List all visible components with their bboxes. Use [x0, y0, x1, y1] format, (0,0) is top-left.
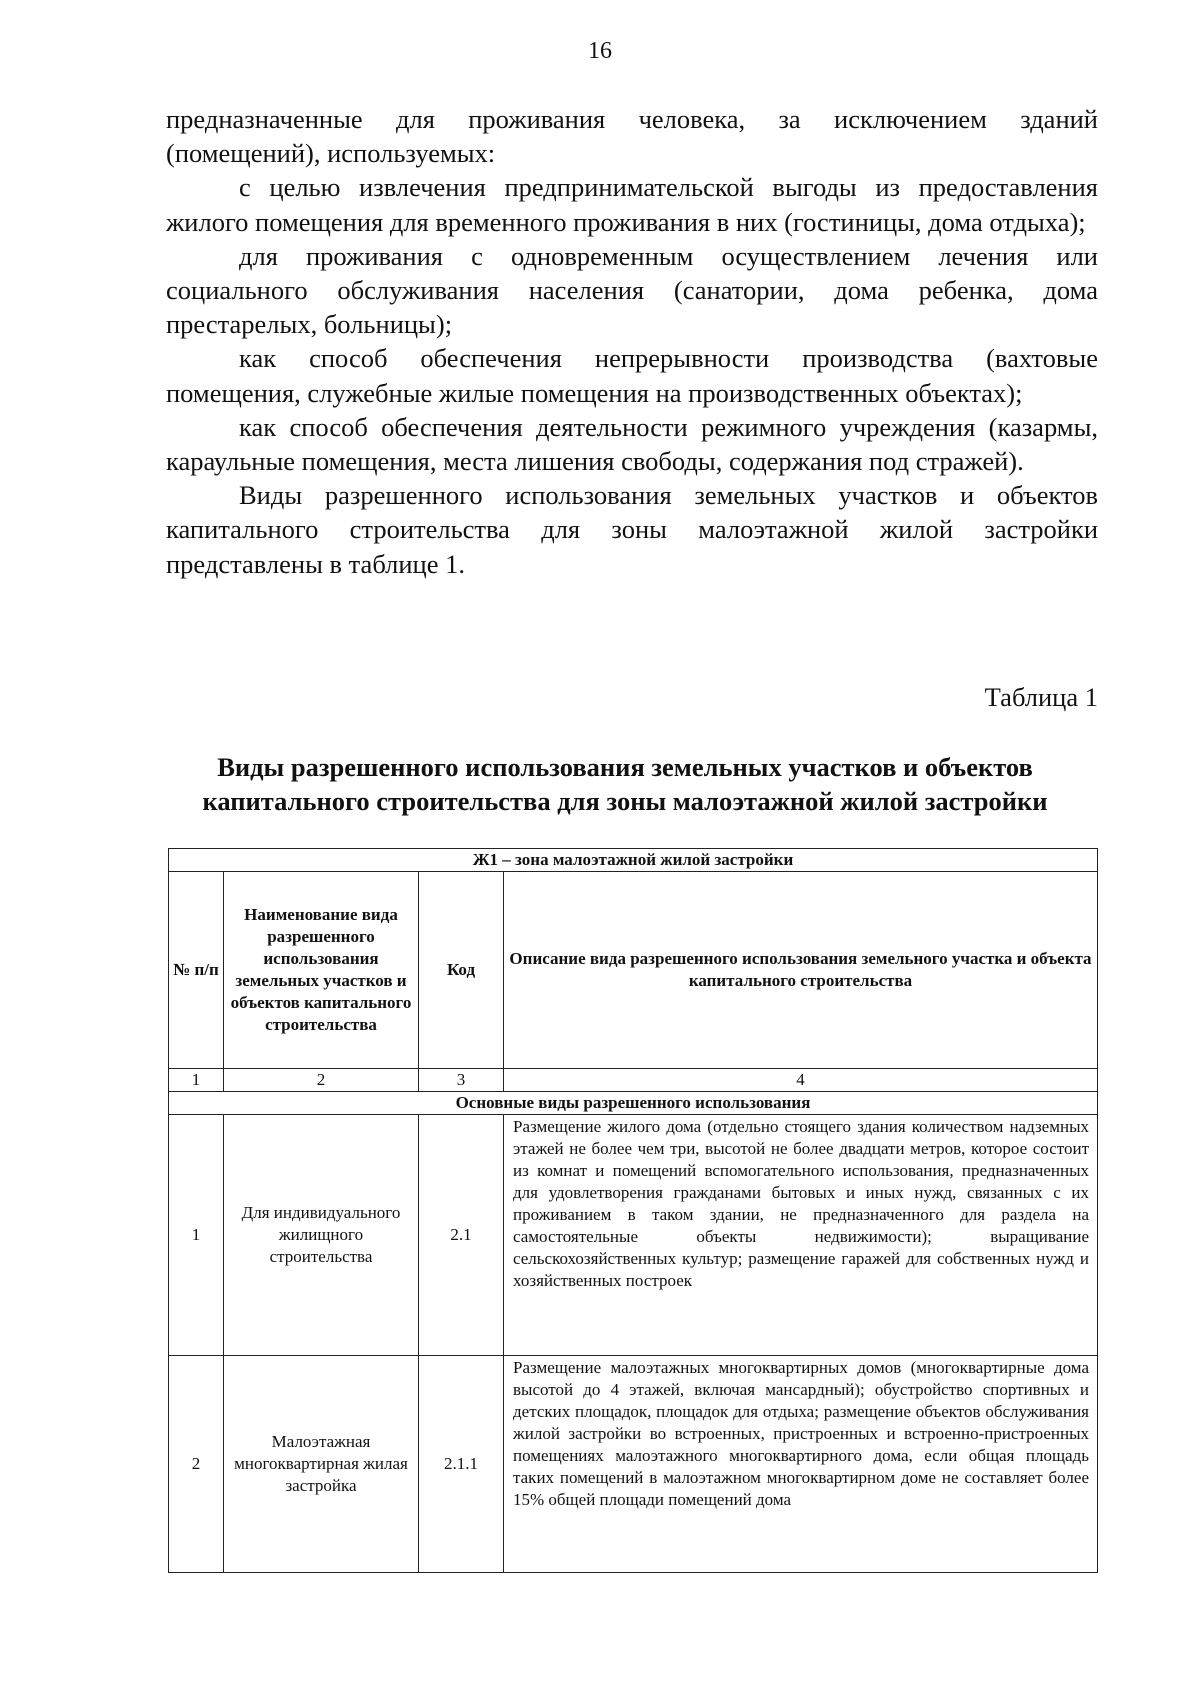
row-num: 2 [169, 1356, 224, 1573]
column-number-row [169, 1069, 1098, 1092]
column-number: 2 [224, 1069, 419, 1092]
paragraph: как способ обеспечения деятельности режимного учреждения (казармы, караульные помещения, места лишения свободы, содержания под стражей). [166, 411, 1098, 477]
column-header-num: № п/п [169, 872, 224, 1069]
table-title-line: капитального строительства для зоны малоэтажной жилой застройки [202, 786, 1048, 816]
row-code: 2.1.1 [419, 1356, 504, 1573]
body-text [166, 102, 1098, 581]
table-label: Таблица 1 [984, 682, 1098, 712]
table-row [169, 1115, 1098, 1356]
column-header-name: Наименование вида разрешенного использования земельных участков и объектов капитального строительства [224, 872, 419, 1069]
section-header: Основные виды разрешенного использования [169, 1092, 1098, 1115]
zone-header: Ж1 – зона малоэтажной жилой застройки [169, 849, 1098, 872]
column-header-description: Описание вида разрешенного использования земельного участка и объекта капитального строительства [504, 872, 1098, 1069]
column-header-row [169, 872, 1098, 1069]
row-description: Размещение малоэтажных многоквартирных домов (многоквартирные дома высотой до 4 этажей, включая мансардный); обустройство спортивных и детских площадок, площадок для отдыха; размещение объектов обслуживания жилой застройки во встроенных, пристроенных и встроенно-пристроенных помещениях малоэтажного многоквартирного дома, если общая площадь таких помещений в малоэтажном многоквартирном доме не составляет более 15% общей площади помещений дома [504, 1356, 1098, 1573]
paragraph: как способ обеспечения непрерывности производства (вахтовые помещения, служебные жилые помещения на производственных объектах); [166, 343, 1098, 408]
column-number: 3 [419, 1069, 504, 1092]
section-header-row [169, 1092, 1098, 1115]
row-code: 2.1 [419, 1115, 504, 1356]
paragraph: Виды разрешенного использования земельных участков и объектов капитального строительства для зоны малоэтажной жилой застройки представлены в таблице 1. [166, 480, 1098, 579]
row-name: Малоэтажная многоквартирная жилая застройка [224, 1356, 419, 1573]
row-description: Размещение жилого дома (отдельно стоящего здания количеством надземных этажей не более чем три, высотой не более двадцати метров, которое состоит из комнат и помещений вспомогательного использования, предназначенных для удовлетворения гражданами бытовых и иных нужд, связанных с их проживанием в таком здании, не предназначенного для раздела на самостоятельные объекты недвижимости); выращивание сельскохозяйственных культур; размещение гаражей для собственных нужд и хозяйственных построек [504, 1115, 1098, 1356]
row-name: Для индивидуального жилищного строительства [224, 1115, 419, 1356]
zone-header-row [169, 849, 1098, 872]
table-row [169, 1356, 1098, 1573]
table-title [150, 750, 1100, 818]
column-number: 4 [504, 1069, 1098, 1092]
table-title-line: Виды разрешенного использования земельных участков и объектов [217, 752, 1033, 782]
land-use-table [168, 848, 1098, 1573]
column-number: 1 [169, 1069, 224, 1092]
row-num: 1 [169, 1115, 224, 1356]
paragraph: предназначенные для проживания человека, за исключением зданий (помещений), используемых: [166, 104, 1098, 169]
page-number: 16 [588, 38, 612, 64]
paragraph: с целью извлечения предпринимательской выгоды из предоставления жилого помещения для временного проживания в них (гостиницы, дома отдыха); [166, 172, 1098, 237]
column-header-code: Код [419, 872, 504, 1069]
paragraph: для проживания с одновременным осуществлением лечения или социального обслуживания населения (санатории, дома ребенка, дома престарелых, больницы); [166, 240, 1098, 340]
